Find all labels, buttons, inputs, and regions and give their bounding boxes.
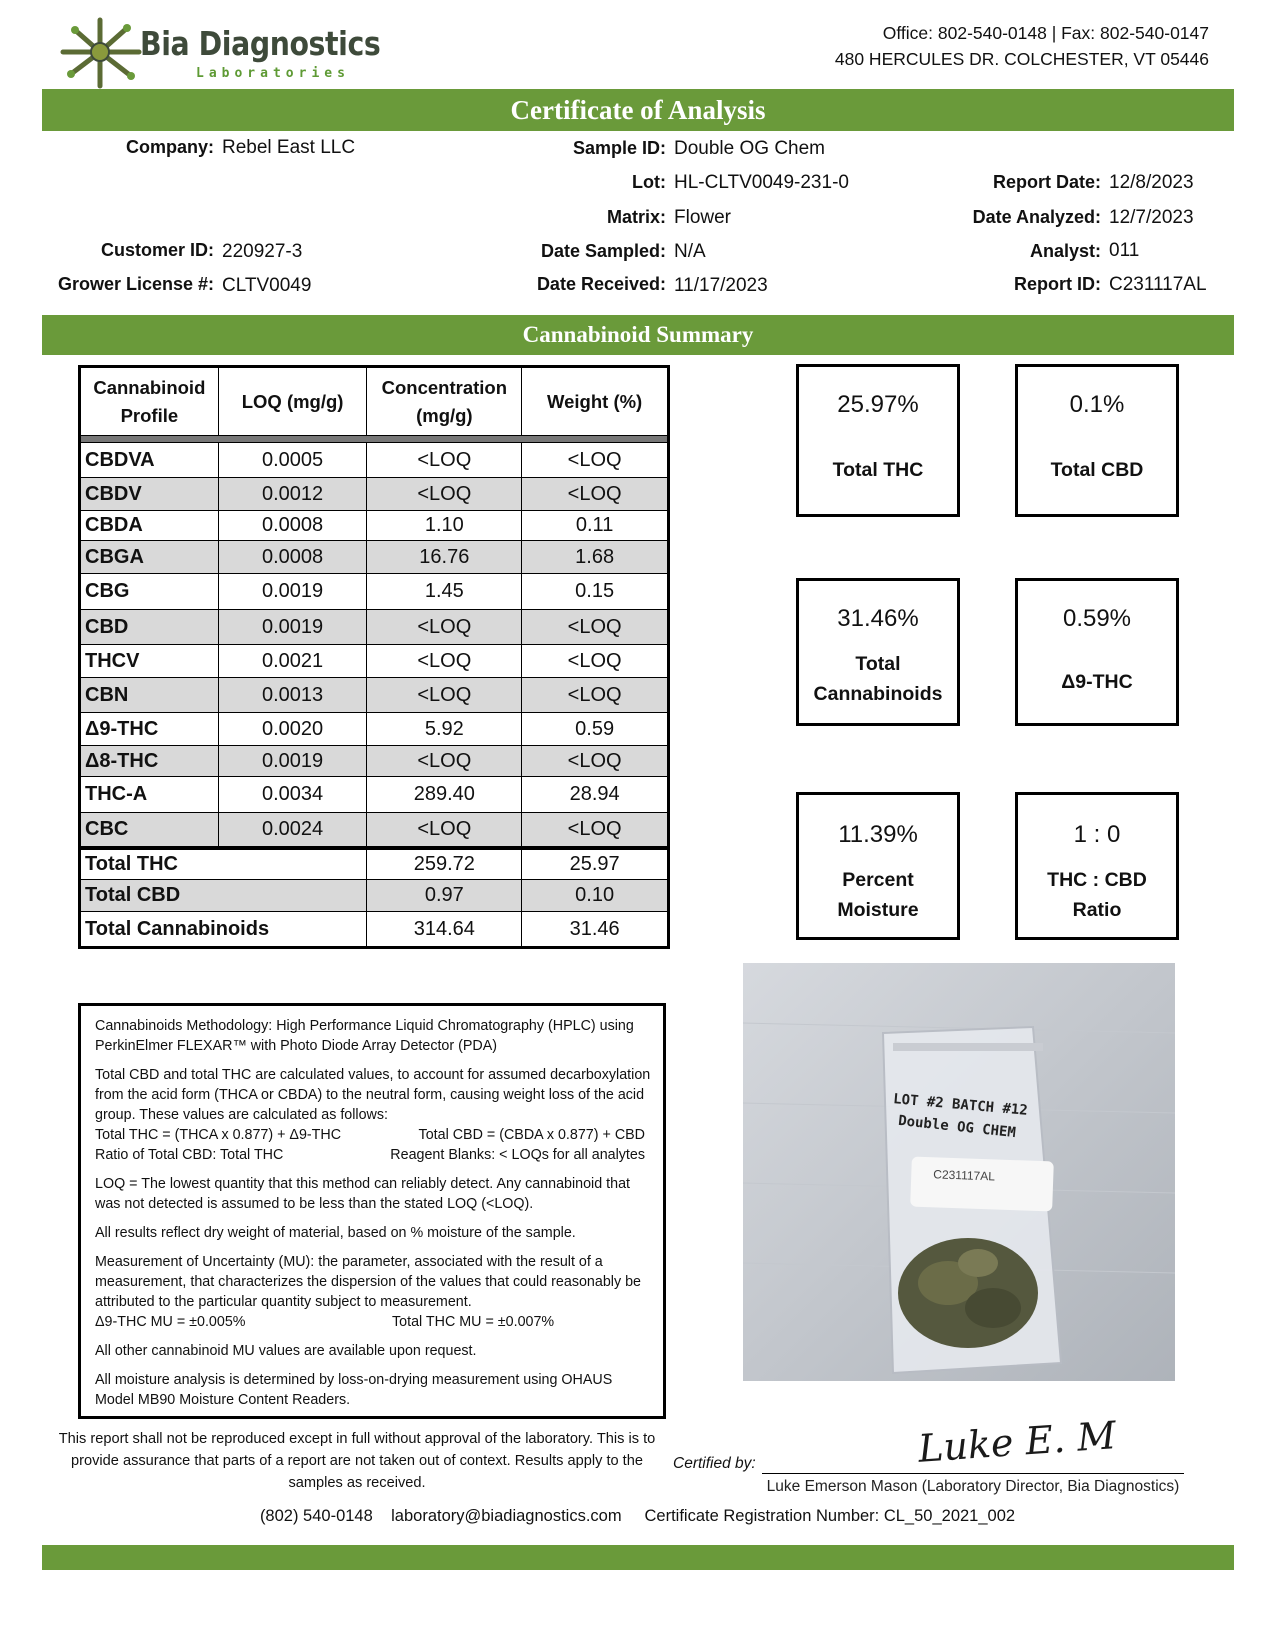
cell-loq: 0.0024: [218, 813, 367, 848]
cell-weight: <LOQ: [522, 645, 669, 678]
total-weight: 0.10: [522, 880, 669, 912]
disclaimer: This report shall not be reproduced except in full without approval of the laboratory. This is to provide assurance that parts of a report are not taken out of context. Results apply to the samples as received.: [58, 1431, 656, 1491]
methodology-moisture: All moisture analysis is determined by loss-on-drying measurement using OHAUS Model MB90 Moisture Content Readers.: [95, 1372, 613, 1408]
analyst-value: 011: [1109, 240, 1140, 261]
grower-license-value: CLTV0049: [222, 275, 312, 296]
ratio-box: [1015, 792, 1179, 940]
total-cbd-label: Total CBD: [1050, 459, 1144, 481]
report-date-label: Report Date:: [992, 172, 1101, 192]
cell-concentration: <LOQ: [367, 478, 522, 511]
cell-name: CBDV: [80, 478, 219, 511]
cell-loq: 0.0020: [218, 713, 367, 746]
total-concentration: 0.97: [367, 880, 522, 912]
table-row: [80, 574, 669, 610]
methodology-loq: LOQ = The lowest quantity that this method can reliably detect. Any cannabinoid that was not detected is assumed to be less than the stated LOQ (<LOQ).: [95, 1176, 631, 1212]
moisture-label-1: Percent: [842, 869, 914, 891]
signature: Luke E. M: [916, 1413, 1118, 1471]
header-concentration: Concentration (mg/g): [367, 367, 522, 436]
total-thc-box: [796, 364, 960, 517]
lot-value: HL-CLTV0049-231-0: [674, 172, 849, 193]
cell-loq: 0.0019: [218, 746, 367, 777]
cell-concentration: <LOQ: [367, 813, 522, 848]
cell-loq: 0.0008: [218, 541, 367, 574]
cell-loq: 0.0013: [218, 678, 367, 713]
cell-loq: 0.0034: [218, 777, 367, 813]
total-name: Total THC: [80, 848, 367, 880]
lab-contact: [835, 20, 1209, 72]
cell-weight: <LOQ: [522, 478, 669, 511]
cell-loq: 0.0005: [218, 443, 367, 478]
sample-id-label: Sample ID:: [572, 138, 666, 158]
cell-concentration: <LOQ: [367, 645, 522, 678]
methodology-dry-weight: All results reflect dry weight of material, based on % moisture of the sample.: [95, 1225, 576, 1241]
certified-by-label: Certified by:: [673, 1455, 756, 1472]
cell-name: CBDA: [80, 511, 219, 541]
ratio-blanks-row: [95, 1145, 651, 1165]
table-header-row: [80, 367, 669, 436]
cell-weight: <LOQ: [522, 813, 669, 848]
cell-name: Δ8-THC: [80, 746, 219, 777]
cell-weight: <LOQ: [522, 443, 669, 478]
blanks-note: Reagent Blanks: < LOQs for all analytes: [390, 1147, 645, 1163]
d9-thc-box: [1015, 578, 1179, 726]
cell-weight: 0.59: [522, 713, 669, 746]
footer-email: laboratory@biadiagnostics.com: [391, 1507, 622, 1525]
cell-loq: 0.0012: [218, 478, 367, 511]
cell-loq: 0.0019: [218, 574, 367, 610]
ratio-value: 1 : 0: [1073, 821, 1121, 848]
cell-concentration: 1.45: [367, 574, 522, 610]
cell-weight: <LOQ: [522, 610, 669, 645]
report-id-value: C231117AL: [1109, 274, 1207, 295]
date-analyzed-label: Date Analyzed:: [972, 207, 1101, 227]
report-date-value: 12/8/2023: [1109, 172, 1194, 193]
cell-concentration: <LOQ: [367, 443, 522, 478]
d9-thc-label: Δ9-THC: [1061, 671, 1133, 693]
lab-address: 480 HERCULES DR. COLCHESTER, VT 05446: [834, 49, 1209, 69]
cell-concentration: 16.76: [367, 541, 522, 574]
table-row: [80, 478, 669, 511]
methodology-hplc: Cannabinoids Methodology: High Performance Liquid Chromatography (HPLC) using PerkinElmer FLEXAR™ with Photo Diode Array Detector (PDA): [95, 1018, 634, 1054]
methodology-mu-text: Measurement of Uncertainty (MU): the parameter, associated with the result of a measurement, that characterizes the dispersion of the values that could reasonably be attributed to the particular quantity subject to measurement.: [95, 1254, 641, 1310]
footer-phone: (802) 540-0148: [259, 1507, 373, 1525]
mu-total-thc: Total THC MU = ±0.007%: [392, 1314, 555, 1330]
table-row: [80, 443, 669, 478]
total-concentration: 259.72: [367, 848, 522, 880]
moisture-value: 11.39%: [838, 821, 918, 848]
cell-concentration: <LOQ: [367, 610, 522, 645]
table-row: [80, 713, 669, 746]
customer-id-label: Customer ID:: [100, 240, 214, 260]
cell-name: CBD: [80, 610, 219, 645]
company-label: Company:: [125, 137, 214, 157]
total-weight: 25.97: [522, 848, 669, 880]
table-row: [80, 645, 669, 678]
cell-concentration: 1.10: [367, 511, 522, 541]
table-row: [80, 746, 669, 777]
total-thc-label: Total THC: [832, 459, 924, 481]
date-analyzed-value: 12/7/2023: [1109, 207, 1194, 228]
table-row: [80, 610, 669, 645]
cell-weight: <LOQ: [522, 678, 669, 713]
total-cannabinoids-label-1: Total: [855, 653, 901, 675]
analyst-label: Analyst:: [1029, 241, 1101, 261]
cell-weight: 1.68: [522, 541, 669, 574]
office-fax-line: Office: 802-540-0148 | Fax: 802-540-0147: [882, 23, 1209, 43]
signature-line: [762, 1473, 1184, 1474]
formula-total-thc: Total THC = (THCA x 0.877) + Δ9-THC: [95, 1127, 342, 1143]
header-weight: Weight (%): [522, 367, 669, 436]
ratio-label-1: THC : CBD: [1047, 869, 1147, 891]
cell-concentration: 5.92: [367, 713, 522, 746]
methodology-calculation: [95, 1065, 651, 1125]
methodology-calculation-text: Total CBD and total THC are calculated values, to account for assumed decarboxylation from the acid form (THCA or CBDA) to the neutral form, causing weight loss of the acid group. These values are calculated as follows:: [95, 1067, 651, 1123]
cell-name: THCV: [80, 645, 219, 678]
header-loq: LOQ (mg/g): [218, 367, 367, 436]
cell-name: CBDVA: [80, 443, 219, 478]
report-id-label: Report ID:: [1014, 274, 1101, 294]
table-row: [80, 813, 669, 848]
footer-registration: Certificate Registration Number: CL_50_2021_002: [644, 1507, 1016, 1525]
cell-name: THC-A: [80, 777, 219, 813]
total-weight: 31.46: [522, 912, 669, 948]
methodology-other-mu: All other cannabinoid MU values are available upon request.: [95, 1343, 477, 1359]
date-received-label: Date Received:: [536, 274, 666, 294]
mu-d9-thc: Δ9-THC MU = ±0.005%: [95, 1314, 246, 1330]
bag-handwriting-lot: LOT #2 BATCH #12: [892, 1091, 1029, 1119]
table-row: [80, 511, 669, 541]
section-title-cannabinoid-summary: Cannabinoid Summary: [42, 315, 1234, 355]
total-row: [80, 848, 669, 880]
total-name: Total CBD: [80, 880, 367, 912]
mu-row: [95, 1312, 651, 1332]
cell-name: CBG: [80, 574, 219, 610]
cannabinoid-table: [78, 365, 670, 949]
total-row: [80, 880, 669, 912]
cell-loq: 0.0019: [218, 610, 367, 645]
bottom-band: [42, 1545, 1234, 1570]
cell-weight: <LOQ: [522, 746, 669, 777]
cell-concentration: <LOQ: [367, 746, 522, 777]
lab-name: Bia Diagnostics: [140, 24, 381, 63]
moisture-box: [796, 792, 960, 940]
methodology-mu: [95, 1252, 651, 1312]
table-row: [80, 678, 669, 713]
moisture-label-2: Moisture: [837, 899, 919, 921]
total-cbd-value: 0.1%: [1069, 391, 1125, 418]
header-divider: [80, 436, 669, 443]
bag-label: C231117AL: [910, 1157, 1054, 1212]
cell-weight: 0.11: [522, 511, 669, 541]
company-value: Rebel East LLC: [222, 137, 356, 158]
grower-license-label: Grower License #:: [57, 274, 214, 294]
cell-name: CBC: [80, 813, 219, 848]
table-row: [80, 541, 669, 574]
ratio-label-2: Ratio: [1072, 899, 1122, 921]
total-thc-value: 25.97%: [837, 391, 919, 418]
matrix-label: Matrix:: [606, 207, 666, 227]
total-cannabinoids-value: 31.46%: [837, 605, 919, 632]
formula-row: [95, 1125, 651, 1145]
table-row: [80, 777, 669, 813]
formula-total-cbd: Total CBD = (CBDA x 0.877) + CBD: [418, 1127, 645, 1143]
total-cannabinoids-label-2: Cannabinoids: [813, 683, 943, 705]
total-name: Total Cannabinoids: [80, 912, 367, 948]
bag-handwriting-name: Double OG CHEM: [897, 1112, 1017, 1142]
methodology-box: [78, 1003, 666, 1419]
date-sampled-label: Date Sampled:: [540, 241, 666, 261]
matrix-value: Flower: [674, 207, 732, 228]
signer-name: Luke Emerson Mason (Laboratory Director, Bia Diagnostics): [766, 1478, 1180, 1495]
date-received-value: 11/17/2023: [674, 275, 768, 296]
total-cbd-box: [1015, 364, 1179, 517]
page-title: Certificate of Analysis: [42, 89, 1234, 131]
cell-name: CBN: [80, 678, 219, 713]
sample-photo: [743, 963, 1175, 1381]
cell-concentration: 289.40: [367, 777, 522, 813]
total-cannabinoids-box: [796, 578, 960, 726]
total-concentration: 314.64: [367, 912, 522, 948]
lab-subtitle: Laboratories: [196, 66, 350, 81]
sample-id-value: Double OG Chem: [674, 138, 826, 159]
cell-weight: 0.15: [522, 574, 669, 610]
ratio-note: Ratio of Total CBD: Total THC: [95, 1147, 284, 1163]
cell-name: Δ9-THC: [80, 713, 219, 746]
header-cannabinoid-profile: Cannabinoid Profile: [80, 367, 219, 436]
total-row: [80, 912, 669, 948]
date-sampled-value: N/A: [674, 241, 706, 262]
lot-label: Lot:: [632, 172, 666, 192]
customer-id-value: 220927-3: [222, 241, 303, 262]
cell-loq: 0.0008: [218, 511, 367, 541]
cell-concentration: <LOQ: [367, 678, 522, 713]
cell-name: CBGA: [80, 541, 219, 574]
cell-weight: 28.94: [522, 777, 669, 813]
footer: [0, 1507, 1275, 1526]
cell-loq: 0.0021: [218, 645, 367, 678]
d9-thc-value: 0.59%: [1062, 605, 1132, 632]
